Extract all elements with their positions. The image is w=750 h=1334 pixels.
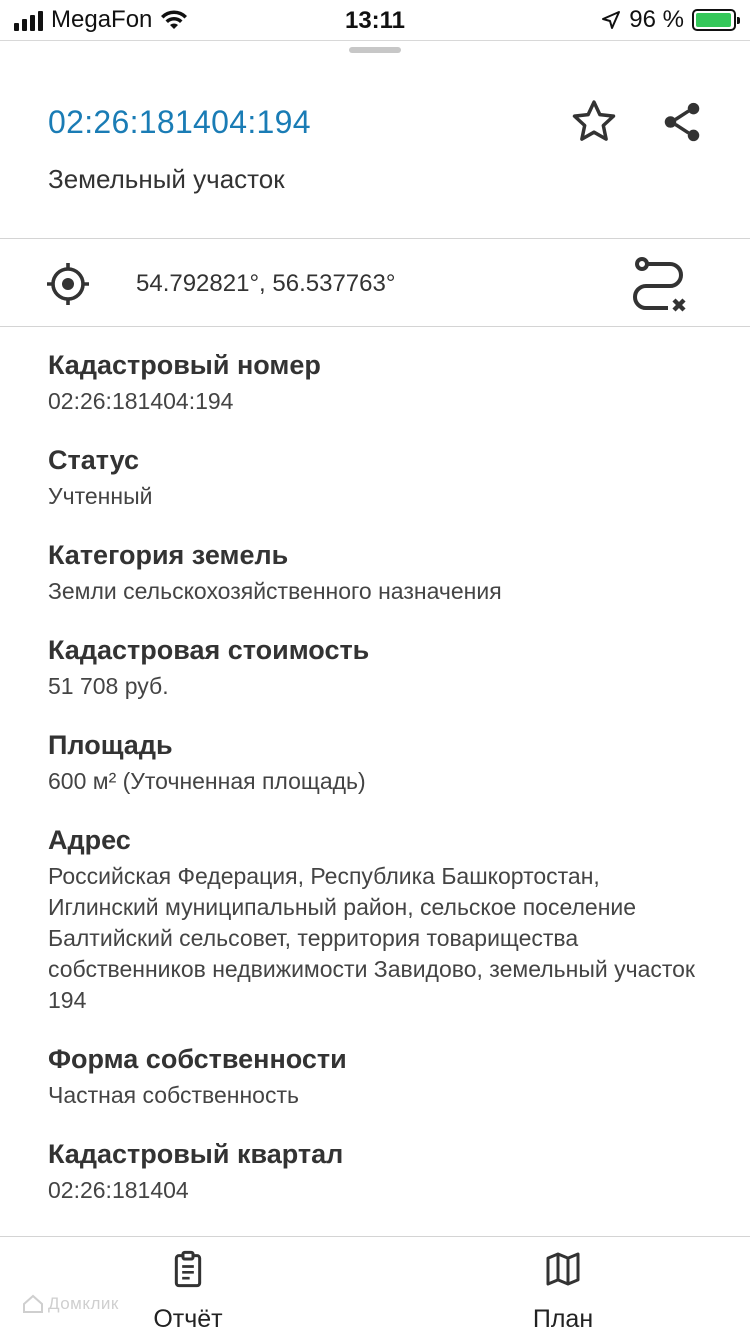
property-area xyxy=(48,726,708,797)
house-logo-icon xyxy=(22,1294,44,1314)
property-value: 600 м² (Уточненная площадь) xyxy=(48,768,366,794)
crosshair-icon xyxy=(44,260,92,308)
object-header xyxy=(0,80,750,238)
property-label: Форма собственности xyxy=(48,1044,347,1074)
property-label: Площадь xyxy=(48,730,173,760)
property-ownership xyxy=(48,1040,708,1111)
battery-icon xyxy=(692,9,736,31)
divider xyxy=(0,326,750,327)
share-button[interactable] xyxy=(652,92,712,152)
tab-label: Отчёт xyxy=(153,1305,223,1333)
coordinates-row xyxy=(0,240,750,326)
property-value: Земли сельскохозяйственного назначения xyxy=(48,578,502,604)
property-cadastral-value xyxy=(48,631,708,702)
sheet-top-border xyxy=(0,40,750,41)
property-cadastral-number xyxy=(48,346,708,417)
sheet-grabber[interactable] xyxy=(349,47,401,53)
bottom-tab-bar xyxy=(0,1236,750,1334)
property-cadastral-quarter xyxy=(48,1135,708,1206)
coordinates-value[interactable]: 54.792821°, 56.537763° xyxy=(136,270,396,297)
tab-report[interactable] xyxy=(108,1249,268,1334)
property-value: Частная собственность xyxy=(48,1082,299,1108)
property-label: Статус xyxy=(48,445,139,475)
property-label: Кадастровый квартал xyxy=(48,1139,344,1169)
battery-percent: 96 % xyxy=(629,6,684,33)
clipboard-icon xyxy=(168,1249,208,1289)
location-arrow-icon xyxy=(601,10,621,30)
status-bar xyxy=(0,0,750,40)
battery-fill xyxy=(696,13,731,27)
page-title[interactable]: 02:26:181404:194 xyxy=(48,104,311,140)
carrier-name: MegaFon xyxy=(51,6,153,33)
tab-plan[interactable] xyxy=(483,1249,643,1334)
property-value: 02:26:181404:194 xyxy=(48,388,234,414)
divider xyxy=(0,238,750,239)
map-icon xyxy=(543,1249,583,1289)
property-list xyxy=(48,346,708,1230)
star-icon xyxy=(568,96,620,148)
property-value: Российская Федерация, Республика Башкортостан, Иглинский муниципальный район, сельское поселение Балтийский сельсовет, территория товарищества собственников недвижимости Завидово, земельный участок 194 xyxy=(48,863,695,1013)
property-label: Категория земель xyxy=(48,540,289,570)
property-value: 02:26:181404 xyxy=(48,1177,189,1203)
property-status xyxy=(48,441,708,512)
clock: 13:11 xyxy=(344,7,406,34)
watermark xyxy=(22,1294,119,1314)
property-address xyxy=(48,821,708,1016)
object-type: Земельный участок xyxy=(48,164,285,194)
share-icon xyxy=(659,99,705,145)
tab-label: План xyxy=(532,1305,594,1333)
status-right xyxy=(601,6,736,34)
property-land-category xyxy=(48,536,708,607)
property-value: 51 708 руб. xyxy=(48,673,169,699)
favorite-button[interactable] xyxy=(564,92,624,152)
watermark-text: Домклик xyxy=(48,1294,119,1313)
route-cancel-icon[interactable] xyxy=(628,254,688,314)
property-value: Учтенный xyxy=(48,483,153,509)
property-label: Кадастровая стоимость xyxy=(48,635,370,665)
property-label: Кадастровый номер xyxy=(48,350,321,380)
property-label: Адрес xyxy=(48,825,131,855)
